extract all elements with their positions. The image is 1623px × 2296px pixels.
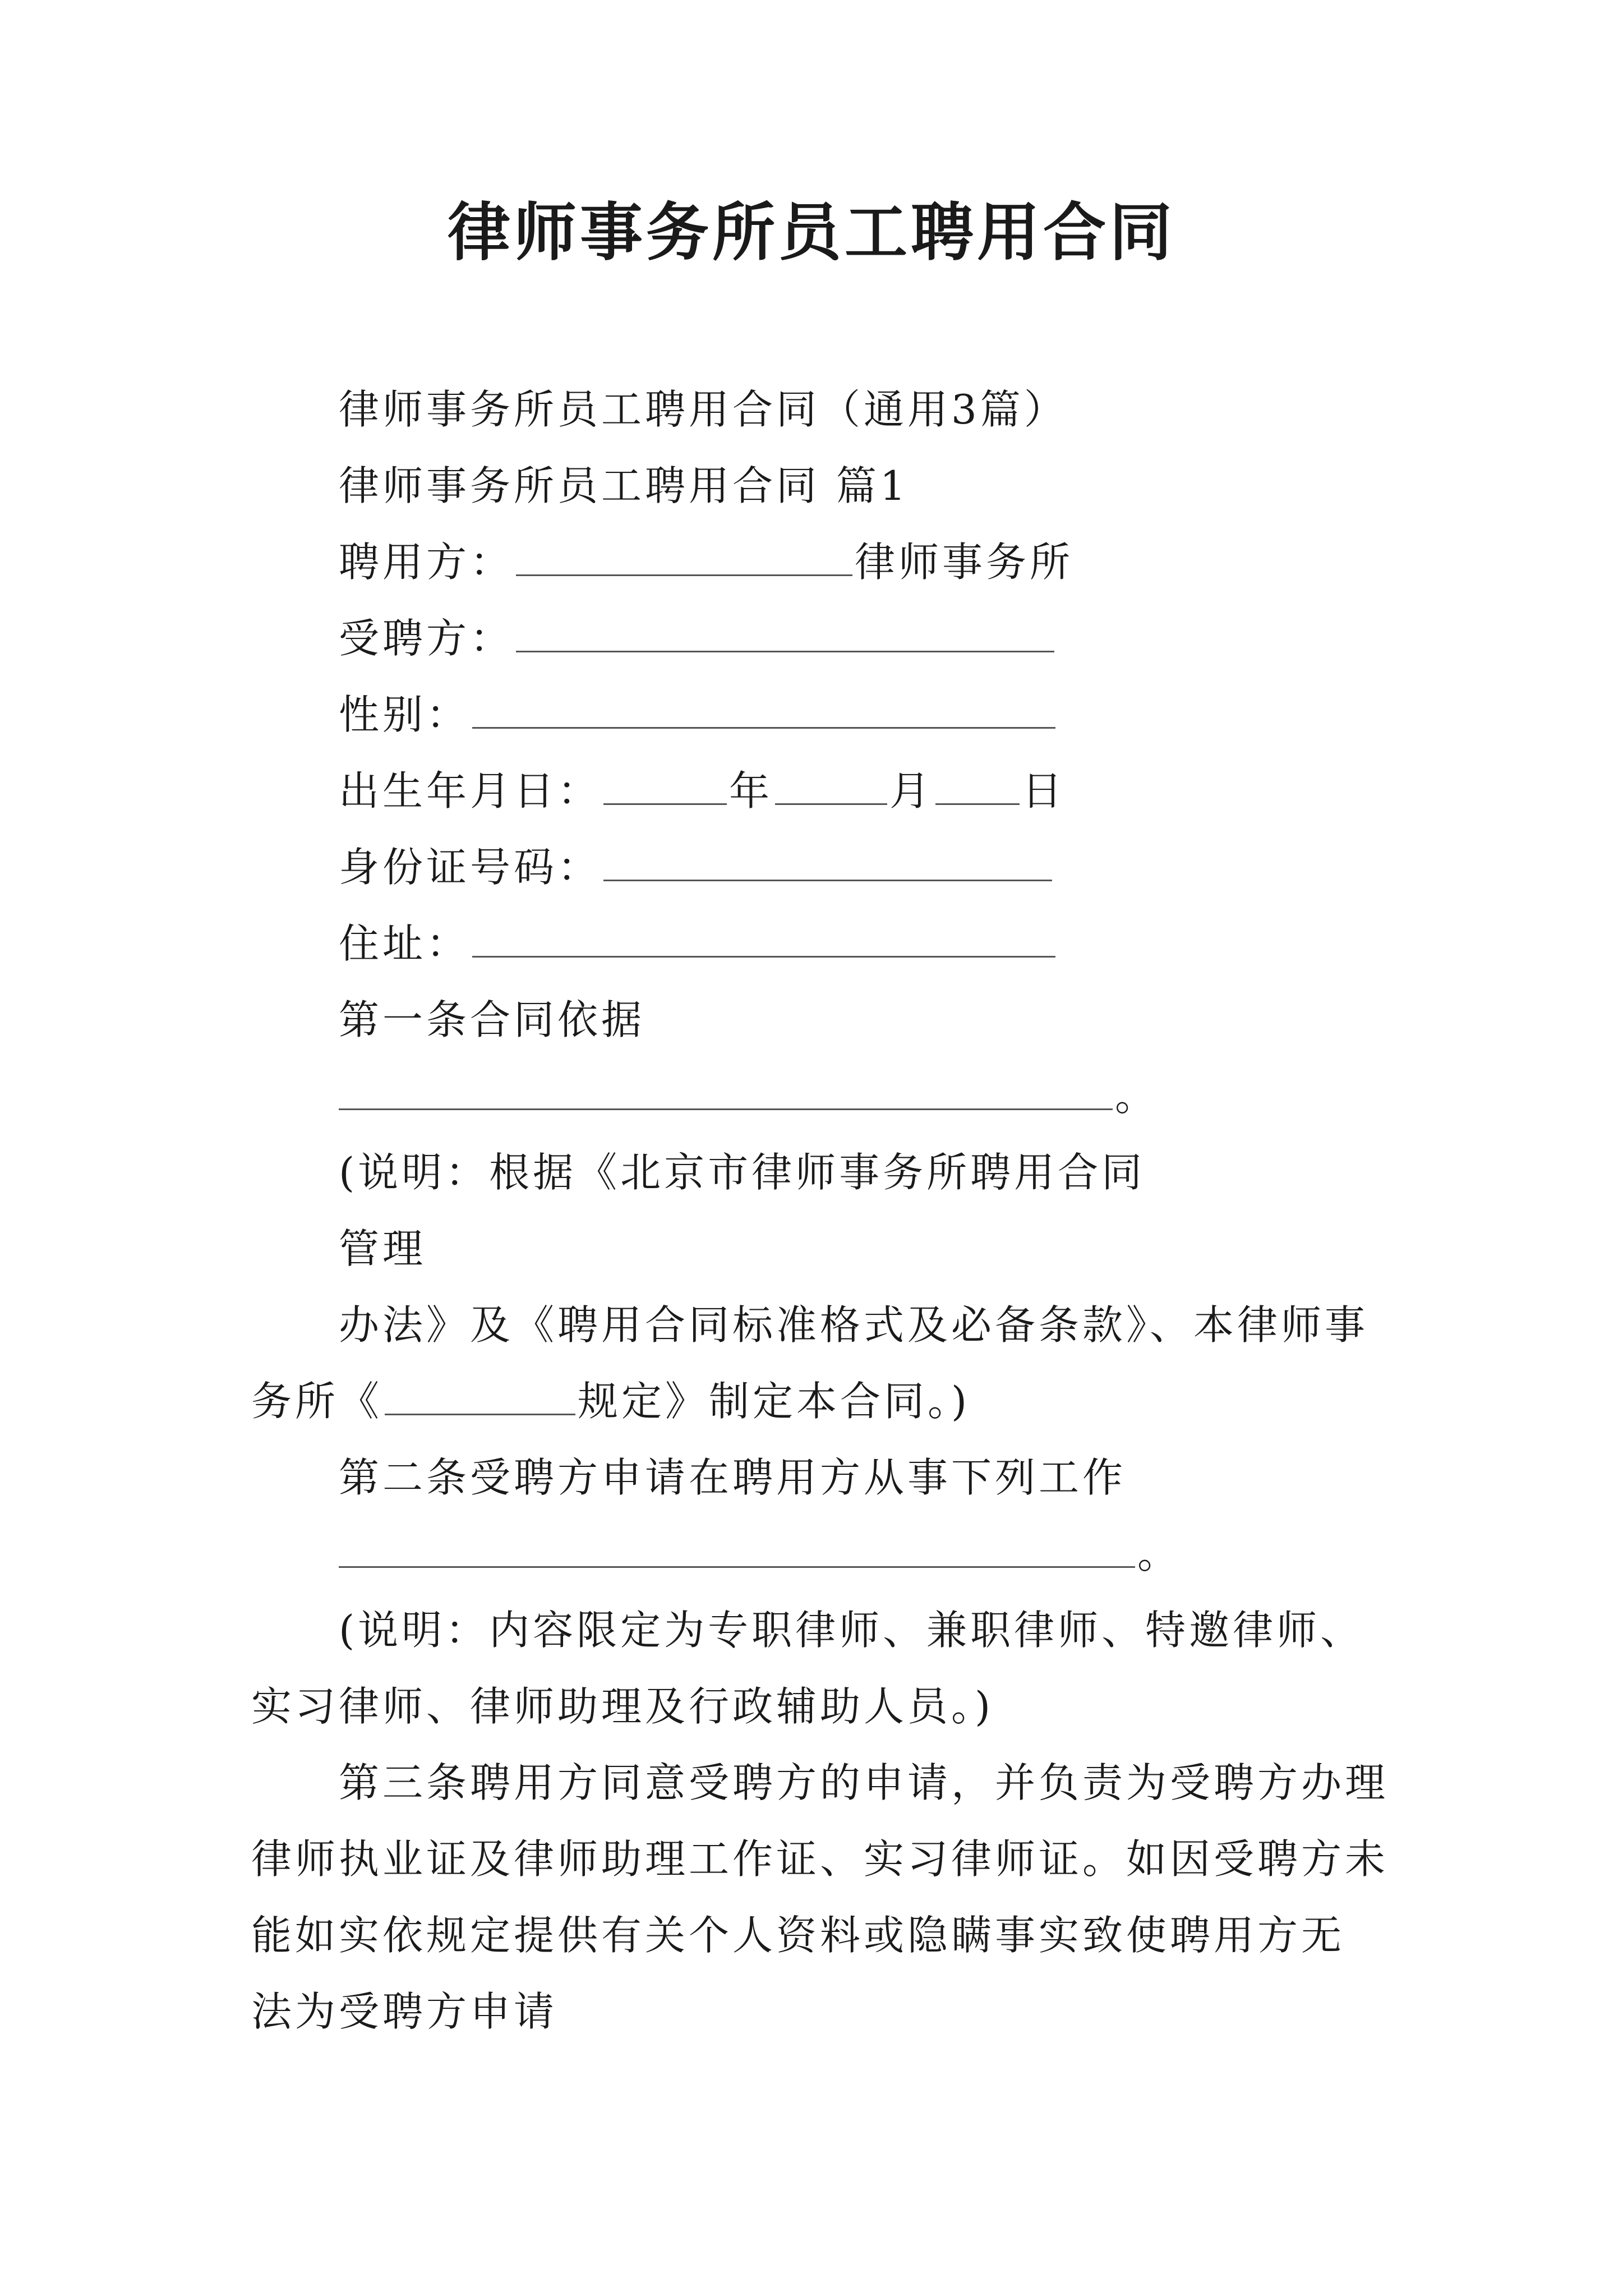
employee-label: 受聘方： (339, 615, 514, 662)
regulation-blank (385, 1378, 575, 1415)
id-line (339, 839, 1054, 895)
article1-note-line4 (251, 1373, 970, 1429)
employer-suffix: 律师事务所 (855, 539, 1074, 586)
employer-blank (516, 539, 852, 576)
article1-note-line1: (说明：根据《北京市律师事务所聘用合同 (339, 1149, 1146, 1196)
article2-blank (339, 1530, 1135, 1568)
article1-blank (339, 1073, 1113, 1110)
address-line (339, 915, 1058, 972)
section-heading: 律师事务所员工聘用合同 篇1 (339, 462, 909, 509)
article1-note-line3: 办法》及《聘用合同标准格式及必备条款》、本律师事 (339, 1301, 1369, 1349)
birth-label: 出生年月日： (339, 767, 602, 815)
gender-line (339, 687, 1058, 743)
article2-title: 第二条受聘方申请在聘用方从事下列工作 (339, 1454, 1127, 1501)
day-blank (935, 767, 1020, 805)
year-blank (603, 767, 727, 805)
article3-line1: 第三条聘用方同意受聘方的申请，并负责为受聘方办理 (339, 1759, 1389, 1806)
month-blank (775, 767, 887, 805)
year-label: 年 (729, 767, 773, 815)
address-blank (472, 920, 1055, 958)
month-label: 月 (889, 767, 934, 815)
article1-note4-b: 规定》制定本合同。) (578, 1378, 971, 1425)
employee-line (339, 610, 1057, 666)
document-title: 律师事务所员工聘用合同 (448, 196, 1175, 269)
gender-label: 性别： (339, 691, 471, 738)
address-label: 住址： (339, 920, 471, 967)
employee-blank (516, 615, 1054, 652)
article1-note4-a: 务所《 (251, 1378, 383, 1425)
article1-end: 。 (1115, 1073, 1159, 1120)
id-blank (603, 844, 1052, 881)
article2-end: 。 (1137, 1530, 1182, 1577)
article1-title: 第一条合同依据 (339, 996, 645, 1043)
birth-line (339, 763, 1066, 819)
employer-line (339, 534, 1073, 590)
id-label: 身份证号码： (339, 844, 602, 891)
gender-blank (472, 691, 1055, 729)
article2-note-line2: 实习律师、律师助理及行政辅助人员。) (251, 1683, 994, 1730)
article3-line2: 律师执业证及律师助理工作证、实习律师证。如因受聘方未 (251, 1835, 1389, 1883)
article2-note-line1: (说明：内容限定为专职律师、兼职律师、特邀律师、 (339, 1607, 1364, 1654)
article1-blank-line (339, 1068, 1159, 1124)
article2-blank-line (339, 1526, 1181, 1582)
article1-note-line2: 管理 (339, 1225, 427, 1272)
article3-line3: 能如实依规定提供有关个人资料或隐瞒事实致使聘用方无 (251, 1912, 1345, 1959)
employer-label: 聘用方： (339, 539, 514, 586)
article3-line4: 法为受聘方申请 (251, 1988, 558, 2035)
day-label: 日 (1022, 767, 1066, 815)
subtitle: 律师事务所员工聘用合同（通用3篇） (339, 386, 1068, 433)
